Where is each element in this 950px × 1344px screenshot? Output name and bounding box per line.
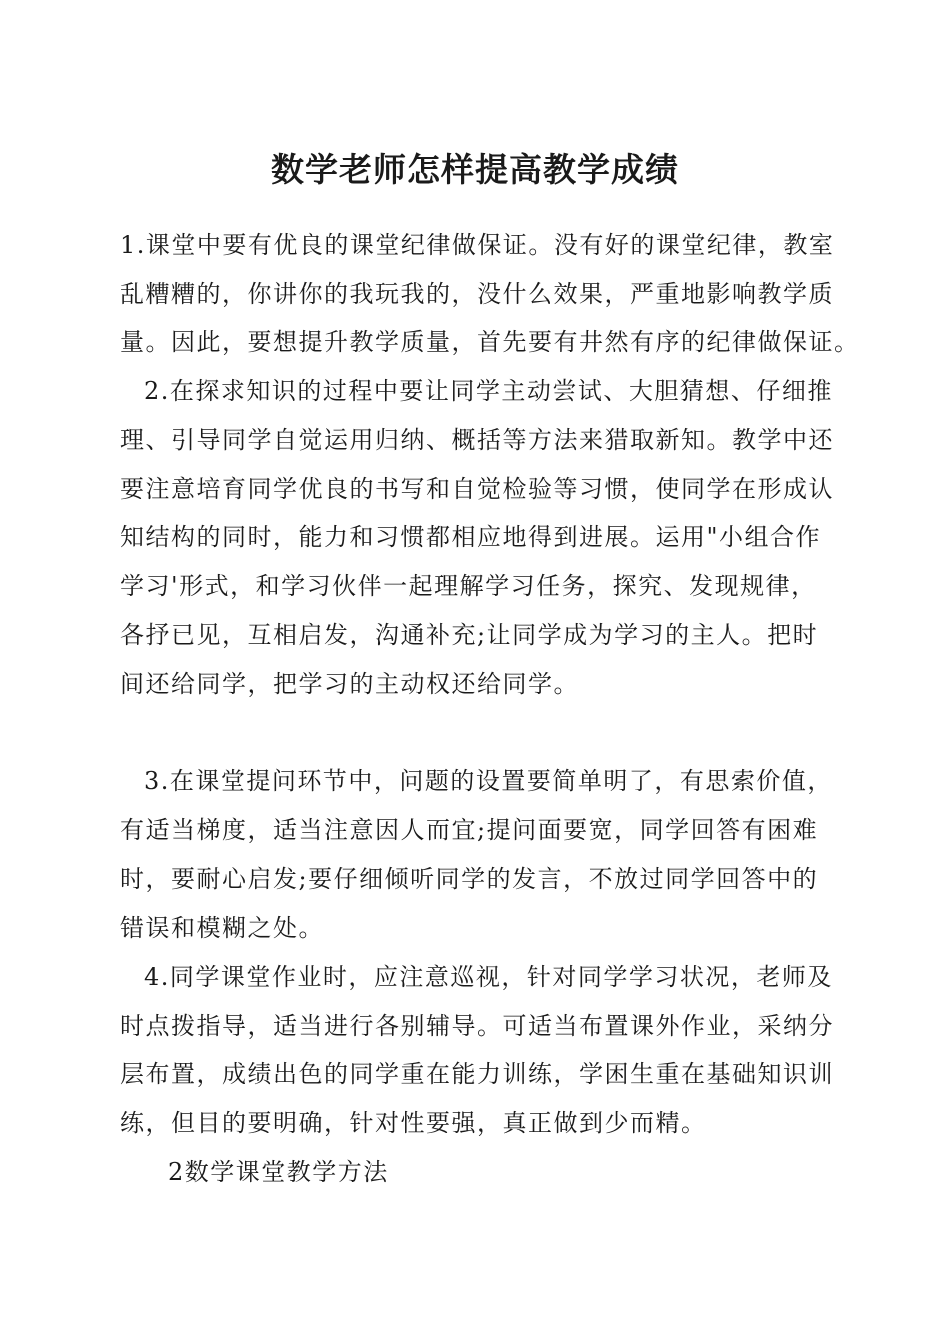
section-heading: 2数学课堂教学方法 [168,1158,389,1186]
paragraph-line: 学习'形式，和学习伙伴一起理解学习任务，探究、发现规律， [120,572,817,600]
paragraph-line: 时，要耐心启发;要仔细倾听同学的发言，不放过同学回答中的 [120,865,819,893]
paragraph-line: 2.在探求知识的过程中要让同学主动尝试、大胆猜想、仔细推 [144,377,833,405]
paragraph-line: 要注意培育同学优良的书写和自觉检验等习惯，使同学在形成认 [120,475,834,503]
paragraph-line: 3.在课堂提问环节中，问题的设置要简单明了，有思索价值， [144,767,833,795]
paragraph-line: 有适当梯度，适当注意因人而宜;提问面要宽，同学回答有困难 [120,816,819,844]
paragraph-line: 量。因此，要想提升教学质量，首先要有井然有序的纪律做保证。 [120,328,860,356]
paragraph-line: 间还给同学，把学习的主动权还给同学。 [120,670,579,698]
paragraph-line: 各抒已见，互相启发，沟通补充;让同学成为学习的主人。把时 [120,621,819,649]
paragraph-line: 乱糟糟的，你讲你的我玩我的，没什么效果，严重地影响教学质 [120,280,834,308]
paragraph-line: 层布置，成绩出色的同学重在能力训练，学困生重在基础知识训 [120,1060,834,1088]
paragraph-line: 理、引导同学自觉运用归纳、概括等方法来猎取新知。教学中还 [120,426,834,454]
paragraph-line: 时点拨指导，适当进行各别辅导。可适当布置课外作业，采纳分 [120,1012,834,1040]
document-title: 数学老师怎样提高教学成绩 [271,150,679,189]
paragraph-line: 错误和模糊之处。 [120,914,324,942]
paragraph-line: 知结构的同时，能力和习惯都相应地得到进展。运用"小组合作 [120,523,822,551]
paragraph-line: 练，但目的要明确，针对性要强，真正做到少而精。 [120,1109,707,1137]
paragraph-line: 4.同学课堂作业时，应注意巡视，针对同学学习状况，老师及 [144,963,833,991]
paragraph-line: 1.课堂中要有优良的课堂纪律做保证。没有好的课堂纪律，教室 [120,231,835,259]
